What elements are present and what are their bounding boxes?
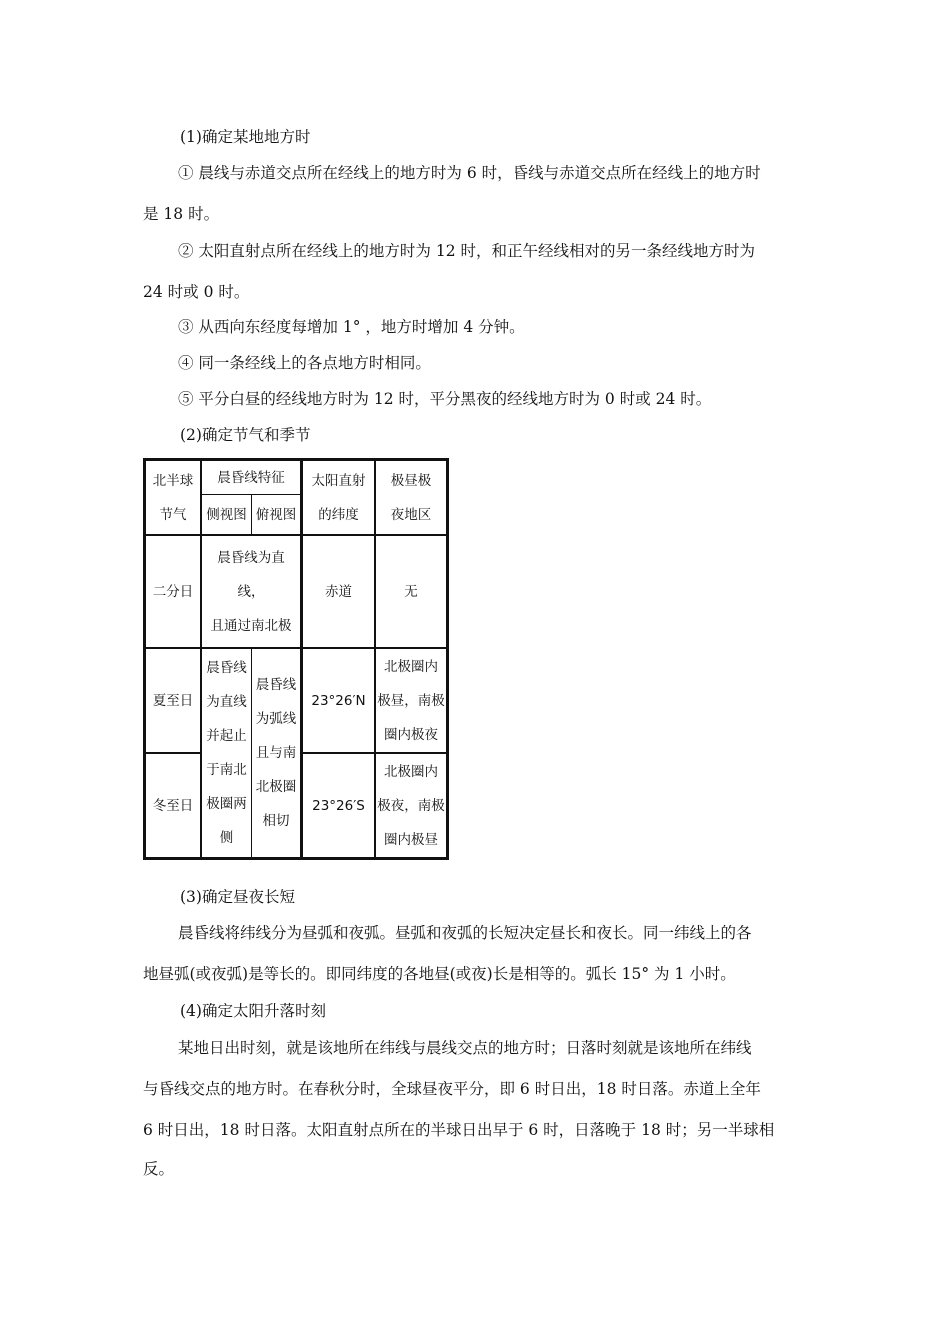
summer-polar-line2: 极昼，南极: [377, 692, 445, 709]
row-summer-polar: [376, 649, 446, 752]
s4-line4: 反。: [143, 1160, 175, 1178]
summer-polar-line1: 北极圈内: [384, 658, 438, 675]
section-2-heading: (2)确定节气和季节: [180, 426, 311, 444]
s3-line2: 地昼弧(或夜弧)是等长的。即同纬度的各地昼(或夜)长是相等的。弧长 15° 为 1 小时。: [143, 965, 736, 983]
equinox-terminator-line1: 晨昏线为直: [217, 549, 285, 566]
row-winter-latitude: 23°26′S: [312, 797, 365, 814]
section-3-heading: (3)确定昼夜长短: [180, 888, 295, 906]
header-hemisphere-term: [146, 461, 200, 534]
top-view-line2: 为弧线: [255, 711, 297, 727]
row-equinox-polar: 无: [404, 583, 418, 600]
winter-polar-line3: 圈内极昼: [384, 831, 438, 848]
row-equinox-terminator: [202, 536, 300, 647]
side-view-line6: 侧: [219, 830, 234, 846]
row-equinox-term: 二分日: [152, 583, 194, 600]
row-equinox-latitude: 赤道: [325, 583, 352, 600]
top-view-line4: 北极圈: [255, 779, 297, 795]
winter-polar-line1: 北极圈内: [384, 763, 438, 780]
s1-item1-line2: 是 18 时。: [143, 205, 220, 223]
top-view-line5: 相切: [262, 813, 290, 829]
solstice-side-view: [202, 649, 251, 857]
section-4-heading: (4)确定太阳升落时刻: [180, 1002, 326, 1020]
s1-item2-line2: 24 时或 0 时。: [143, 283, 250, 301]
solstice-top-view: [252, 649, 300, 857]
header-term-line2: 节气: [159, 506, 187, 523]
s1-item3: ③ 从西向东经度每增加 1° ，地方时增加 4 分钟。: [178, 318, 525, 336]
s4-line2: 与昏线交点的地方时。在春秋分时，全球昼夜平分，即 6 时日出，18 时日落。赤道上全年: [143, 1080, 761, 1098]
s4-line3: 6 时日出，18 时日落。太阳直射点所在的半球日出早于 6 时，日落晚于 18 时；另一半球相: [143, 1121, 775, 1139]
row-winter-polar: [376, 754, 446, 857]
row-summer-latitude: 23°26′N: [311, 692, 366, 709]
side-view-line2: 为直线: [206, 694, 247, 710]
header-polar-region: [376, 461, 446, 534]
header-side-view: 侧视图: [206, 506, 247, 523]
header-polar-line1: 极昼极: [390, 472, 432, 489]
header-lat-line1: 太阳直射: [311, 472, 366, 489]
header-top-view: 俯视图: [255, 506, 297, 523]
header-lat-line2: 的纬度: [318, 506, 359, 523]
header-polar-line2: 夜地区: [390, 506, 432, 523]
s1-item2-line1: ② 太阳直射点所在经线上的地方时为 12 时，和正午经线相对的另一条经线地方时为: [178, 242, 756, 260]
row-winter-term: 冬至日: [152, 797, 194, 814]
section-1-heading: (1)确定某地地方时: [180, 128, 311, 146]
top-view-line1: 晨昏线: [255, 677, 297, 693]
s1-item1-line1: ① 晨线与赤道交点所在经线上的地方时为 6 时，昏线与赤道交点所在经线上的地方时: [178, 164, 761, 182]
equinox-terminator-line2: 线，: [237, 583, 265, 600]
header-term-line1: 北半球: [152, 472, 194, 489]
header-direct-latitude: [303, 461, 374, 534]
side-view-line5: 极圈两: [206, 796, 247, 812]
s4-line1: 某地日出时刻，就是该地所在纬线与晨线交点的地方时；日落时刻就是该地所在纬线: [178, 1039, 752, 1057]
side-view-line4: 于南北: [206, 762, 247, 778]
side-view-line1: 晨昏线: [206, 660, 247, 676]
winter-polar-line2: 极夜，南极: [377, 797, 445, 814]
solar-terms-table: [143, 458, 449, 860]
equinox-terminator-line3: 且通过南北极: [210, 617, 292, 634]
s1-item4: ④ 同一条经线上的各点地方时相同。: [178, 354, 431, 372]
top-view-line3: 且与南: [255, 745, 297, 761]
header-terminator: 晨昏线特征: [217, 469, 285, 486]
s3-line1: 晨昏线将纬线分为昼弧和夜弧。昼弧和夜弧的长短决定昼长和夜长。同一纬线上的各: [178, 924, 752, 942]
summer-polar-line3: 圈内极夜: [384, 726, 438, 743]
s1-item5: ⑤ 平分白昼的经线地方时为 12 时，平分黑夜的经线地方时为 0 时或 24 时。: [178, 390, 712, 408]
side-view-line3: 并起止: [206, 728, 247, 744]
row-summer-term: 夏至日: [152, 692, 194, 709]
